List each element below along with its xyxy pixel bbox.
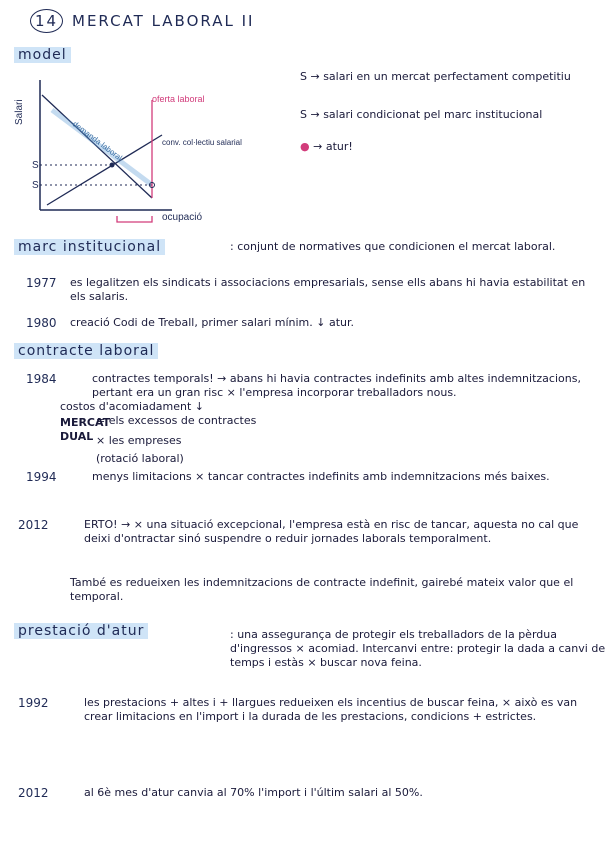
s-upper-label: S bbox=[32, 160, 39, 171]
dual-label: MERCAT DUAL bbox=[60, 416, 111, 443]
marc-definition: : conjunt de normatives que condicionen el mercat laboral. bbox=[230, 240, 556, 253]
event-1994: menys limitacions × tancar contractes indefinits amb indemnitzacions més baixes. bbox=[92, 470, 550, 483]
dual-item-2: × les empreses bbox=[96, 434, 182, 447]
section-heading-contracte: contracte laboral bbox=[14, 344, 158, 358]
event-1980: creació Codi de Treball, primer salari mínim. ↓ atur. bbox=[70, 316, 355, 329]
page-title: MERCAT LABORAL II bbox=[72, 12, 255, 30]
year-2012-atur: 2012 bbox=[18, 786, 49, 800]
year-2012-erto: 2012 bbox=[18, 518, 49, 532]
equilibrium-point bbox=[110, 163, 115, 168]
section-heading-model: model bbox=[14, 48, 71, 62]
section-heading-prestacio: prestació d'atur bbox=[14, 624, 148, 638]
prestacio-definition: : una assegurança de protegir els treballadors de la pèrdua d'ingressos × acomiad. Intercanvi entre: protegir la dada a canvi de temps i estàs × buscar nova feina. bbox=[230, 628, 606, 669]
event-2012-extra: També es redueixen les indemnitzacions de contracte indefinit, gairebé mateix valor que el temporal. bbox=[70, 576, 574, 603]
year-1994: 1994 bbox=[26, 470, 57, 484]
event-1992: les prestacions + altes i + llargues redueixen els incentius de buscar feina, × això es van crear limitacions en l'import i la durada de les prestacions, condicions + estrictes. bbox=[84, 696, 578, 723]
year-1977: 1977 bbox=[26, 276, 57, 290]
dual-item-3: (rotació laboral) bbox=[96, 452, 184, 465]
supply-label: oferta laboral bbox=[152, 94, 205, 104]
dual-item-1: = els excessos de contractes bbox=[96, 414, 257, 427]
labour-market-graph bbox=[12, 70, 242, 230]
x-axis-label: ocupació bbox=[162, 212, 203, 223]
s-lower-label: S bbox=[32, 180, 39, 191]
event-1984: contractes temporals! → abans hi havia contractes indefinits amb altes indemnitzacions, pertant era un gran risc × l'empresa incorporar treballadors nous. bbox=[92, 372, 581, 399]
demand-label: demanda laboral bbox=[70, 119, 124, 163]
collective-label: conv. col·lectiu salarial bbox=[162, 138, 242, 147]
page-title-number: 14 bbox=[30, 14, 63, 28]
year-1984: 1984 bbox=[26, 372, 57, 386]
event-2012-erto: ERTO! → × una situació excepcional, l'empresa està en risc de tancar, aquesta no cal que deixi d'ontractar sinó suspendre o reduir jornades laborals temporalment. bbox=[84, 518, 579, 545]
year-1992: 1992 bbox=[18, 696, 49, 710]
section-heading-marc: marc institucional bbox=[14, 240, 165, 254]
model-note-3: ● → atur! bbox=[300, 140, 353, 153]
model-note-1: S → salari en un mercat perfectament competitiu bbox=[300, 70, 571, 83]
year-1980: 1980 bbox=[26, 316, 57, 330]
unemployment-bracket bbox=[117, 216, 152, 222]
side-note-1984: costos d'acomiadament ↓ bbox=[60, 400, 205, 413]
event-1977: es legalitzen els sindicats i associacions empresarials, sense ells abans hi havia estabilitat en els salaris. bbox=[70, 276, 586, 303]
y-axis-label: Salari bbox=[14, 99, 25, 125]
model-note-2: S → salari condicionat pel marc institucional bbox=[300, 108, 543, 121]
event-2012-atur: al 6è mes d'atur canvia al 70% l'import i l'últim salari al 50%. bbox=[84, 786, 423, 799]
